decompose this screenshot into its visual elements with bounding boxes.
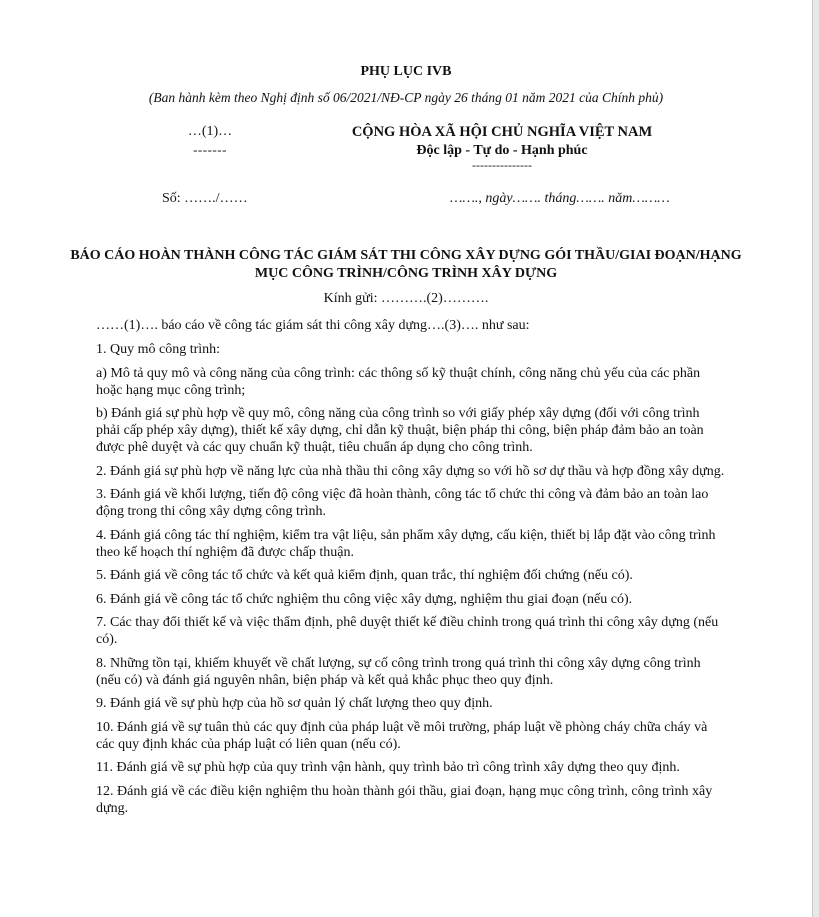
addressee: Kính gửi: ……….(2)………. (323, 291, 489, 306)
agency-divider: ------- (193, 142, 227, 157)
motto-divider: --------------- (472, 158, 532, 172)
item-4: 4. Đánh giá công tác thí nghiệm, kiểm tra vật liệu, sản phẩm xây dựng, cấu kiện, thiết bị lắp đặt vào công trình theo kế hoạch thí nghiệm đã được chấp thuận. (96, 527, 716, 560)
item-7: 7. Các thay đổi thiết kế và việc thẩm định, phê duyệt thiết kế điều chỉnh trong quá trình thi công xây dựng (nếu có). (96, 615, 719, 647)
decree-note: (Ban hành kèm theo Nghị định số 06/2021/NĐ-CP ngày 26 tháng 01 năm 2021 của Chính phủ) (148, 90, 664, 105)
report-title: BÁO CÁO HOÀN THÀNH CÔNG TÁC GIÁM SÁT THI CÔNG XÂY DỰNG GÓI THẦU/GIAI ĐOẠN/HẠNG MỤC CÔNG TRÌNH/CÔNG TRÌNH XÂY DỰNG (70, 248, 742, 281)
nation-name: CỘNG HÒA XÃ HỘI CHỦ NGHĨA VIỆT NAM (351, 124, 653, 140)
item-8: 8. Những tồn tại, khiếm khuyết về chất lượng, sự cố công trình trong quá trình thi công xây dựng công trình (nếu có) và đánh giá nguyên nhân, biện pháp và kết quả khắc phục theo quy định. (96, 655, 701, 688)
report-items (96, 341, 726, 823)
document-number: Số: ……./…… (162, 191, 248, 206)
item-3: 3. Đánh giá về khối lượng, tiến độ công việc đã hoàn thành, công tác tổ chức thi công và đảm bảo an toàn lao động trong thi công xây dựng công trình. (96, 487, 709, 519)
item-5: 5. Đánh giá về công tác tổ chức và kết quả kiểm định, quan trắc, thí nghiệm đối chứng (nếu có). (96, 568, 633, 583)
appendix-title: PHỤ LỤC IVB (360, 64, 452, 79)
item-12: 12. Đánh giá về các điều kiện nghiệm thu hoàn thành gói thầu, giai đoạn, hạng mục công trình, công trình xây dựng. (96, 783, 713, 816)
item-9: 9. Đánh giá về sự phù hợp của hồ sơ quản lý chất lượng theo quy định. (96, 696, 493, 711)
item-1a: a) Mô tả quy mô và công năng của công trình: các thông số kỹ thuật chính, công năng chủ yếu của các phần hoặc hạng mục công trình; (96, 365, 701, 398)
agency-placeholder: …(1)… (187, 124, 233, 139)
item-1: 1. Quy mô công trình: (96, 342, 221, 357)
item-6: 6. Đánh giá về công tác tổ chức nghiệm thu công việc xây dựng, nghiệm thu giai đoạn (nếu có). (96, 591, 633, 607)
item-10: 10. Đánh giá về sự tuân thủ các quy định của pháp luật về môi trường, pháp luật về phòng cháy chữa cháy và các quy định khác của pháp luật có liên quan (nếu có). (96, 719, 708, 752)
national-motto: Độc lập - Tự do - Hạnh phúc (416, 143, 588, 158)
item-11: 11. Đánh giá về sự phù hợp của quy trình vận hành, quy trình bảo trì công trình xây dựng theo quy định. (96, 760, 680, 775)
item-2: 2. Đánh giá sự phù hợp về năng lực của nhà thầu thi công xây dựng so với hồ sơ dự thầu và hợp đồng xây dựng. (96, 463, 725, 479)
intro-paragraph: ……(1)…. báo cáo về công tác giám sát thi công xây dựng….(3)…. như sau: (96, 318, 530, 333)
place-date: ……., ngày……. tháng……. năm……… (450, 191, 670, 206)
item-1b: b) Đánh giá sự phù hợp về quy mô, công năng của công trình so với giấy phép xây dựng (đối với công trình phải cấp phép xây dựng), thiết kế xây dựng, chỉ dẫn kỹ thuật, biện pháp thi công, biện pháp đảm bảo an toàn được phê duyệt và các quy chuẩn kỹ thuật, tiêu chuẩn áp dụng cho công trình. (96, 406, 704, 455)
